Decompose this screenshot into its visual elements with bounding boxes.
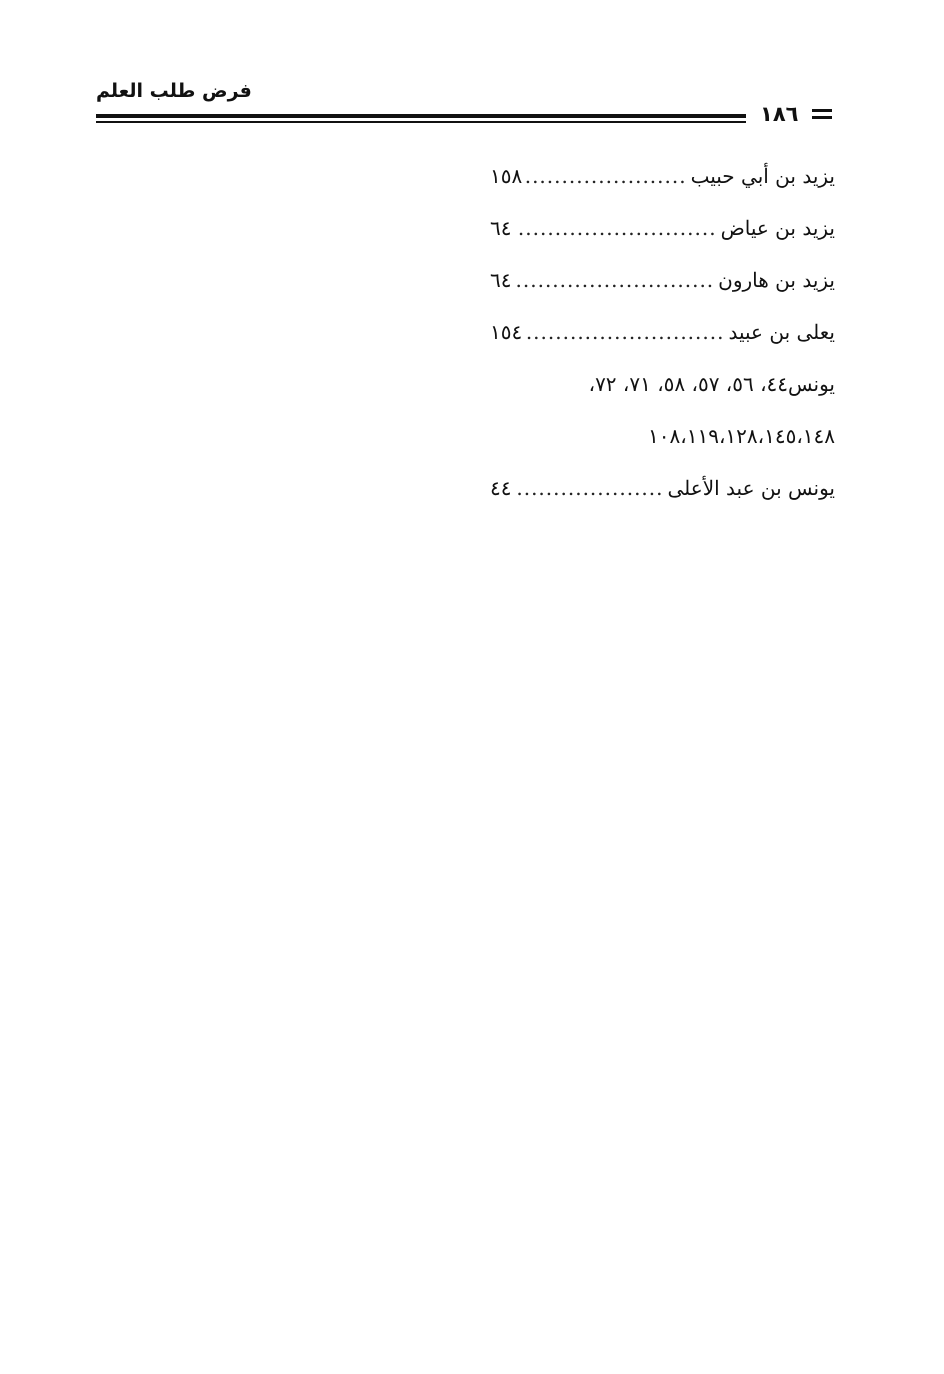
dot-leader — [526, 164, 686, 188]
entry-pages: ٦٤ — [490, 268, 512, 292]
index-entry — [490, 254, 835, 306]
entry-pages: ١٥٨ — [490, 164, 523, 188]
entry-pages: ١٥٤ — [490, 320, 523, 344]
index-entry-continuation — [490, 410, 835, 462]
index-entry — [490, 306, 835, 358]
index-entry — [490, 462, 835, 514]
index-entry — [490, 202, 835, 254]
dot-leader — [526, 320, 724, 344]
index-entry — [490, 150, 835, 202]
entry-name: يعلى بن عبيد — [728, 320, 835, 344]
entry-name: يونس — [788, 372, 835, 396]
dot-leader — [515, 476, 663, 500]
entry-pages-continued: ١٠٨،١١٩،١٢٨،١٤٥،١٤٨ — [648, 424, 835, 448]
dot-leader — [515, 216, 716, 240]
page-number-group — [760, 102, 832, 126]
index-list — [490, 150, 835, 514]
header-rule-thick — [96, 114, 746, 118]
entry-name: يزيد بن عياض — [720, 216, 835, 240]
entry-name: يونس بن عبد الأعلى — [667, 476, 835, 500]
running-head-book-title: فرض طلب العلم — [96, 80, 252, 102]
index-entry — [490, 358, 835, 410]
entry-pages: ٤٤، ٥٦، ٥٧، ٥٨، ٧١، ٧٢، — [588, 372, 789, 396]
page-number: ١٨٦ — [760, 102, 799, 126]
dot-leader — [515, 268, 714, 292]
entry-name: يزيد بن هارون — [718, 268, 835, 292]
entry-pages: ٤٤ — [490, 476, 512, 500]
header-rule-thin — [96, 121, 746, 123]
header-rule-mark — [812, 109, 832, 119]
entry-pages: ٦٤ — [490, 216, 512, 240]
entry-name: يزيد بن أبي حبيب — [690, 164, 835, 188]
